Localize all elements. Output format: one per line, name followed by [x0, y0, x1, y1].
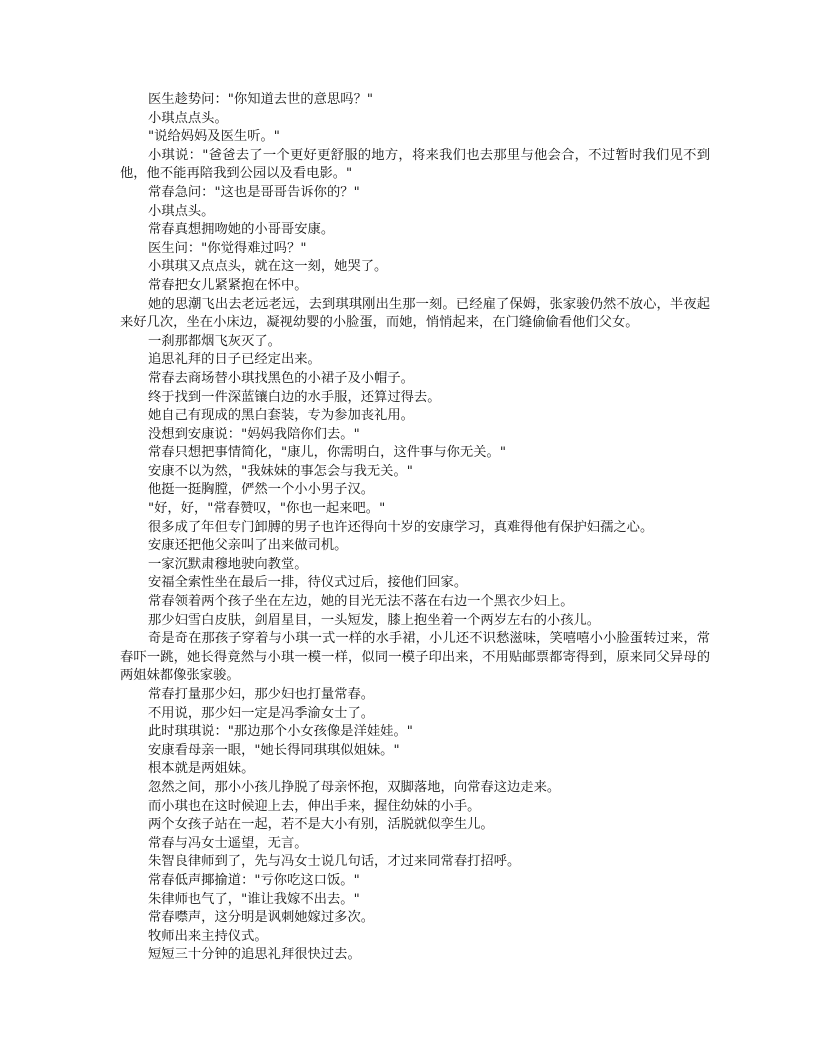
- paragraph: 常春打量那少妇，那少妇也打量常春。: [148, 687, 375, 702]
- paragraph: "好，好，"常春赞叹，"你也一起来吧。": [148, 501, 386, 517]
- paragraph: 常春去商场替小琪找黑色的小裙子及小帽子。: [148, 370, 414, 386]
- paragraph: 朱律师也气了，"谁让我嫁不出去。": [148, 891, 360, 907]
- paragraph: 朱智良律师到了，先与冯女士说几句话，才过来同常春打招呼。: [148, 854, 521, 870]
- paragraph: 牧师出来主持仪式。: [148, 928, 268, 944]
- paragraph: 两个女孩子站在一起，若不是大小有别，活脱就似孪生儿。: [148, 817, 494, 833]
- paragraph: 常春领着两个孩子坐在左边，她的目光无法不落在右边一个黑衣少妇上。: [148, 594, 574, 610]
- paragraph: 没想到安康说："妈妈我陪你们去。": [148, 426, 360, 442]
- paragraph: 那少妇雪白皮肤，剑眉星目，一头短发，膝上抱坐着一个两岁左右的小孩儿。: [148, 612, 601, 628]
- paragraph: 小琪说："爸爸去了一个更好更舒服的地方，将来我们也去那里与他会合，不过暂时我们见不到他，他不能再陪我到公园以及看电影。": [120, 147, 710, 182]
- paragraph: 安福全索性坐在最后一排，待仪式过后，接他们回家。: [148, 575, 468, 591]
- paragraph: 小琪琪又点点头，就在这一刻，她哭了。: [148, 259, 388, 275]
- paragraph: 她的思潮飞出去老远老远，去到琪琪刚出生那一刻。已经雇了保姆，张家骏仍然不放心，半夜起来好几次，坐在小床边，凝视幼婴的小脸蛋，而她，悄悄起来，在门缝偷偷看他们父女。: [120, 296, 710, 331]
- paragraph: 医生问："你觉得难过吗？": [148, 240, 307, 256]
- paragraph: "说给妈妈及医生听。": [148, 129, 280, 145]
- paragraph: 此时琪琪说："那边那个小女孩像是洋娃娃。": [148, 724, 413, 740]
- paragraph: 终于找到一件深蓝镶白边的水手服，还算过得去。: [148, 389, 441, 405]
- paragraph: 她自己有现成的黑白套装，专为参加丧礼用。: [148, 408, 414, 424]
- paragraph: 忽然之间，那小小孩儿挣脱了母亲怀抱，双脚落地，向常春这边走来。: [148, 779, 561, 795]
- paragraph: 奇是奇在那孩子穿着与小琪一式一样的水手裙，小儿还不识愁滋味，笑嘻嘻小小脸蛋转过来，常春吓一跳，她长得竟然与小琪一模一样，似同一模子印出来，不用贴邮票都寄得到，原来同父异母的两姐妹都像张家骏。: [120, 631, 710, 684]
- paragraph: 小琪点点头。: [148, 110, 228, 126]
- paragraph: 他挺一挺胸膛，俨然一个小小男子汉。: [148, 482, 375, 498]
- paragraph: 而小琪也在这时候迎上去，伸出手来，握住幼妹的小手。: [148, 798, 481, 814]
- paragraph: 常春与冯女士遥望，无言。: [148, 835, 308, 851]
- paragraph: 安康看母亲一眼，"她长得同琪琪似姐妹。": [148, 742, 400, 758]
- paragraph: 一刹那都烟飞灰灭了。: [148, 333, 281, 349]
- paragraph: 根本就是两姐妹。: [148, 761, 255, 777]
- paragraph: 很多成了年但专门卸膊的男子也许还得向十岁的安康学习，真难得他有保护妇孺之心。: [148, 519, 654, 535]
- paragraph: 医生趁势问："你知道去世的意思吗？": [148, 92, 373, 107]
- paragraph: 常春把女儿紧紧抱在怀中。: [148, 277, 308, 293]
- document-page: [120, 91, 710, 965]
- paragraph: 不用说，那少妇一定是冯季渝女士了。: [148, 705, 375, 721]
- paragraph: 常春急问："这也是哥哥告诉你的？": [148, 184, 360, 200]
- paragraph: 安康不以为然，"我妹妹的事怎会与我无关。": [148, 463, 413, 479]
- paragraph: 追思礼拜的日子已经定出来。: [148, 352, 321, 368]
- paragraph: 小琪点头。: [148, 203, 215, 219]
- paragraph: 常春真想拥吻她的小哥哥安康。: [148, 222, 335, 238]
- paragraph: 一家沉默肃穆地驶向教堂。: [148, 556, 308, 572]
- paragraph: 常春只想把事情简化，"康儿，你需明白，这件事与你无关。": [148, 445, 506, 461]
- paragraph: 常春噤声，这分明是讽刺她嫁过多次。: [148, 910, 375, 926]
- paragraph: 常春低声揶揄道："亏你吃这口饭。": [148, 872, 360, 888]
- paragraph: 短短三十分钟的追思礼拜很快过去。: [148, 947, 361, 963]
- paragraph: 安康还把他父亲叫了出来做司机。: [148, 538, 348, 554]
